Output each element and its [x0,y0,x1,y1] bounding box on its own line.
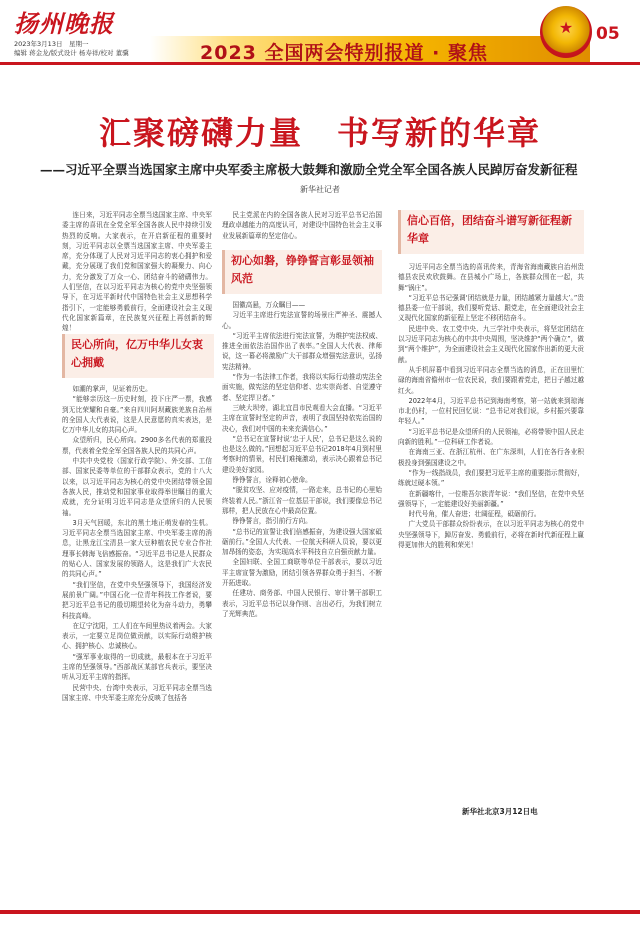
editor-credits: 编辑 蒋金龙/版式设计 杨寿祥/校对 董骥 [14,49,129,57]
section-heading-3: 信心百倍，团结奋斗谱写新征程新华章 [398,210,584,254]
paragraph: “作为一名法律工作者，我将以实际行动推动宪法全面实施，做宪法的坚定信仰者、忠实崇尚者、自觉遵守者、坚定捍卫者。” [222,373,382,402]
column-1-top [62,210,212,333]
national-emblem-icon: ★ [540,6,592,58]
paragraph: 民进中央、农工党中央、九三学社中央表示，将坚定团结在以习近平同志为核心的中共中央周围，坚决维护“两个确立”，做到“两个维护”，为全面建设社会主义现代化国家作出新的更大贡献。 [398,324,584,364]
paragraph: 时代号角，催人奋进；壮阔征程，砥砺前行。 [408,510,541,519]
paragraph: 民营中央、台湾中央表示，习近平同志全票当选国家主席、中央军委主席充分反映了包括各 [62,683,212,702]
paragraph: “作为一线指战员，我们要把习近平主席的重要指示贯彻好，练就过硬本领。” [398,468,584,488]
paragraph: 在新疆喀什，一位维吾尔族青年说：“我们坚信，在党中央坚强领导下，一定能建设好美丽新疆。” [398,489,584,508]
paragraph: 习近平主席进行宪法宣誓的场景庄严神圣、震撼人心。 [222,311,382,330]
paragraph: “习近平总书记是众望所归的人民领袖，必将带领中国人民走向新的胜利。”一位科研工作者说。 [398,427,584,447]
paragraph: 中共中央党校（国家行政学院）、外交部、工信部、国家民委等单位的干部群众表示，党的十八大以来，以习近平同志为核心的党中央团结带领全国各族人民，推动党和国家事业取得举世瞩目的重大成就，充分证明习近平同志是众望所归的人民领袖。 [62,457,212,517]
header-meta [14,40,129,58]
paragraph: 2022年4月，习近平总书记到海南考察，第一站就来到琼海市北仍村，一位村民回忆说：“总书记对我们说，乡村振兴要靠年轻人。” [398,396,584,426]
article-subtitle: ——习近平全票当选国家主席中央军委主席极大鼓舞和激励全党全军全国各族人民踔厉奋发新征程 [40,162,578,177]
paragraph: 在海南三亚、在浙江杭州、在广东深圳，人们在各行各业积极投身到强国建设之中。 [398,448,584,467]
paragraph: 铮铮誓言，诠释初心使命。 [232,476,312,485]
section-heading-1: 民心所向，亿万中华儿女衷心拥戴 [62,334,214,378]
paragraph: 如潮的掌声，见证着历史。 [72,385,152,393]
column-1-body [62,384,212,854]
paragraph: “总书记在宣誓时说‘忠于人民’，总书记是这么说的也是这么做的。”回想起习近平总书记2018年4月到村里考察时的情景，村民们难掩激动，表示决心跟着总书记建设美好家园。 [222,434,382,474]
paragraph: “习近平主席依法进行宪法宣誓，为维护宪法权威、推进全面依法治国作出了表率。”全国人大代表、律师说，这一幕必将激励广大干部群众增强宪法意识，弘扬宪法精神。 [222,331,382,371]
column-3-body [398,262,584,802]
column-2-body [222,300,382,858]
paragraph: “强军事业取得的一切成就，最根本在于习近平主席的坚强领导。”西部战区某部官兵表示，要坚决听从习近平主席的指挥。 [62,652,212,682]
page-number: 05 [596,24,620,44]
page-header [0,0,640,72]
paragraph: “我们坚信，在党中央坚强领导下，我国经济发展前景广阔。”中国石化一位青年科技工作者说，要把习近平总书记的殷切期望转化为奋斗动力，勇攀科技高峰。 [62,580,212,620]
paragraph: “习近平总书记强调‘团结就是力量，团结越紧力量越大’。”贵德县委一位干部说，我们要听党话、跟党走，在全面建设社会主义现代化国家的新征程上坚定不移团结奋斗。 [398,293,584,323]
newspaper-logo: 扬州晚报 [14,9,114,38]
article-byline: 新华社记者 [300,185,340,194]
paragraph: 民主党派在内的全国各族人民对习近平总书记治国理政卓越能力的高度认可，对建设中国特色社会主义事业发展新篇章的坚定信心。 [222,211,382,240]
paragraph: 习近平同志全票当选的喜讯传来，青海省海南藏族自治州贵德县农民欢欣鼓舞。在县城小广场上，各族群众围在一起，共舞“锅庄”。 [398,263,584,292]
paragraph: “能够亲历这一历史时刻，投下庄严一票，我感到无比荣耀和自豪。”来自四川阿坝藏族羌族自治州的全国人大代表说，这是人民意愿的真实表达，是亿万中华儿女的共同心声。 [62,395,212,435]
paragraph: 国徽高悬，万众瞩目—— [232,301,306,309]
article-title: 汇聚磅礴力量 书写新的华章 [98,114,541,152]
issue-date: 2023年3月13日 星期一 [14,40,89,48]
paragraph: “脱贫攻坚、应对疫情，一路走来，总书记的心里始终装着人民。”浙江省一位基层干部说，我们要像总书记那样，把人民放在心中最高位置。 [222,486,382,515]
paragraph: 三峡大坝旁，湖北宜昌市民观看大会直播。“习近平主席在宣誓时坚定的声音，表明了我国坚持依宪治国的决心，我们对中国的未来充满信心。” [222,403,382,433]
column-2-top [222,210,382,246]
dateline: 新华社北京3月12日电 [462,807,538,816]
paragraph: 全国妇联、全国工商联等单位干部表示，要以习近平主席宣誓为激励，团结引领各界群众勇于担当、不断开拓进取。 [222,558,382,588]
paragraph: 在辽宁沈阳，工人们在车间里热议着两会。大家表示，一定要立足岗位做贡献，以实际行动维护核心、拥护核心、忠诚核心。 [62,621,212,651]
section-banner: 2023 全国两会特别报道 · 聚焦 [200,42,488,64]
paragraph: 广大党员干部群众纷纷表示，在以习近平同志为核心的党中央坚强领导下，踔厉奋发、勇毅前行，必将在新时代新征程上赢得更加伟大的胜利和荣光！ [398,520,584,550]
paragraph: 连日来，习近平同志全票当选国家主席、中央军委主席的喜讯在全党全军全国各族人民中持续引发热烈的反响。大家表示，在开启新征程的重要时刻，习近平同志以全票当选国家主席、中央军委主席，充分体现了人民对习近平同志的衷心拥护和爱戴，充分展现了我们党和国家强大的凝聚力、向心力，充分激发了万众一心、团结奋斗的磅礴伟力。人们坚信，在以习近平同志为核心的党中央坚强领导下，在习近平新时代中国特色社会主义思想科学指引下，一定能够勇毅前行，全面建设社会主义现代化国家新篇章，在民族复兴征程上再创新的辉煌！ [62,211,212,333]
paragraph: 众望所归，民心所向。2900多名代表的郑重投票，代表着全党全军全国各族人民的共同心声。 [62,436,212,455]
paragraph: 任建功、商务部、中国人民银行、审计署干部职工表示，习近平总书记以身作则、言出必行，为我们树立了光辉典范。 [222,589,382,618]
paragraph: 3月天气回暖，东北的黑土地正萌发春的生机。习近平同志全票当选国家主席、中央军委主席的消息，让黑龙江宝清县一家大豆种植农民专业合作社理事长韩海飞倍感振奋。“习近平总书记是人民群众的贴心人、国家发展的领路人，这是我们广大农民的共同心声。” [62,518,212,579]
paragraph: 铮铮誓言，指引前行方向。 [232,517,312,526]
paragraph: “总书记的宣誓让我们倍感振奋，为建设强大国家砥砺前行。”全国人大代表、一位航天科研人员说，要以更加昂扬的姿态，为实现高水平科技自立自强贡献力量。 [222,527,382,557]
paragraph: 从手机屏幕中看到习近平同志全票当选的消息，正在田里忙碌的海南省儋州市一位农民说，我们要跟着党走，把日子越过越红火。 [398,365,584,395]
footer-rule [0,910,640,914]
section-heading-2: 初心如磐，铮铮誓言彰显领袖风范 [222,250,382,294]
